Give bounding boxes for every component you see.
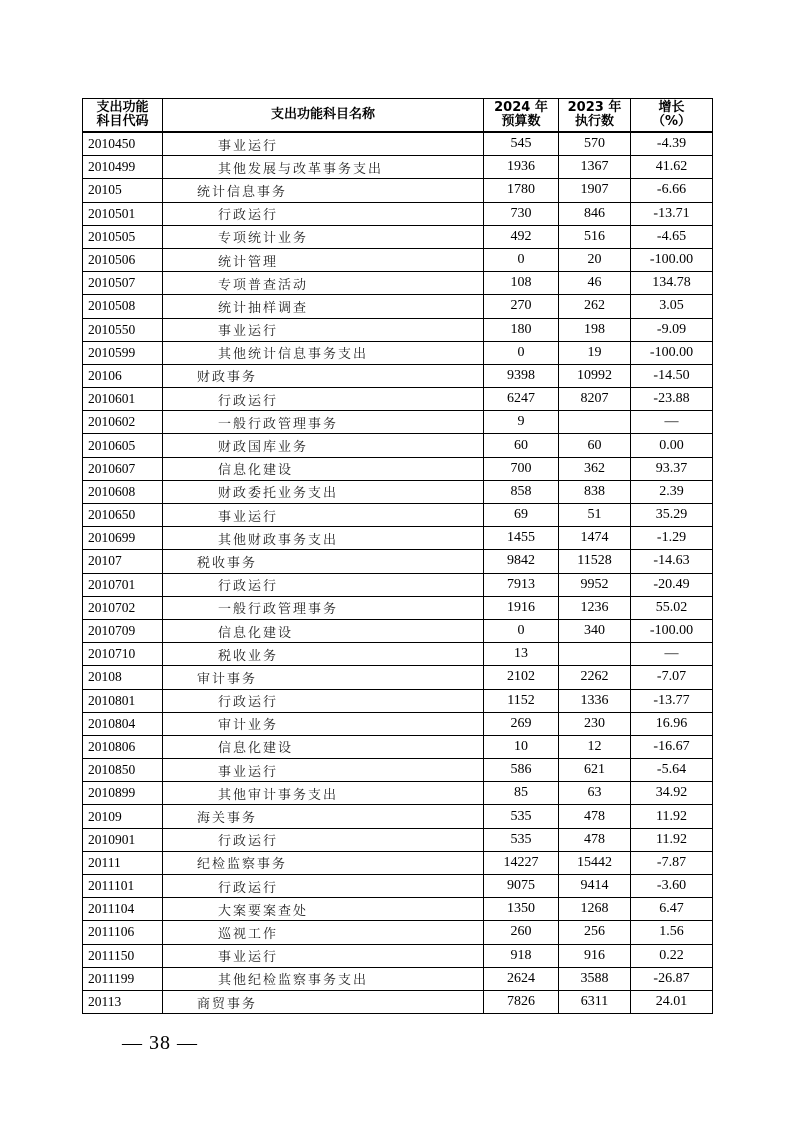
row-actual: 51 bbox=[559, 504, 631, 527]
table-row bbox=[83, 967, 713, 990]
row-actual: 198 bbox=[559, 318, 631, 341]
row-name: 行政运行 bbox=[163, 828, 484, 851]
header-code bbox=[83, 99, 163, 133]
row-actual: 9414 bbox=[559, 875, 631, 898]
row-code: 2010608 bbox=[83, 480, 163, 503]
row-budget: 13 bbox=[484, 643, 559, 666]
row-budget: 545 bbox=[484, 132, 559, 156]
header-code-line1: 支出功能 bbox=[96, 100, 149, 115]
row-growth: 11.92 bbox=[631, 828, 713, 851]
row-growth: -14.63 bbox=[631, 550, 713, 573]
row-growth: 93.37 bbox=[631, 457, 713, 480]
row-code: 2010901 bbox=[83, 828, 163, 851]
row-growth: 1.56 bbox=[631, 921, 713, 944]
row-code: 20107 bbox=[83, 550, 163, 573]
table-row bbox=[83, 248, 713, 271]
row-actual bbox=[559, 643, 631, 666]
row-budget: 0 bbox=[484, 248, 559, 271]
row-budget: 918 bbox=[484, 944, 559, 967]
row-name: 海关事务 bbox=[163, 805, 484, 828]
row-name: 行政运行 bbox=[163, 388, 484, 411]
row-budget: 7913 bbox=[484, 573, 559, 596]
table-row bbox=[83, 805, 713, 828]
row-name: 大案要案查处 bbox=[163, 898, 484, 921]
row-growth: -13.71 bbox=[631, 202, 713, 225]
row-code: 2010701 bbox=[83, 573, 163, 596]
row-growth: 0.00 bbox=[631, 434, 713, 457]
table-row bbox=[83, 898, 713, 921]
row-budget: 7826 bbox=[484, 990, 559, 1013]
row-name: 税收事务 bbox=[163, 550, 484, 573]
table-row bbox=[83, 990, 713, 1013]
header-name: 支出功能科目名称 bbox=[163, 99, 484, 133]
row-code: 2010607 bbox=[83, 457, 163, 480]
row-budget: 85 bbox=[484, 782, 559, 805]
row-budget: 260 bbox=[484, 921, 559, 944]
row-actual: 6311 bbox=[559, 990, 631, 1013]
table-row bbox=[83, 573, 713, 596]
row-actual: 10992 bbox=[559, 364, 631, 387]
table-row bbox=[83, 504, 713, 527]
row-budget: 9075 bbox=[484, 875, 559, 898]
row-actual: 12 bbox=[559, 735, 631, 758]
table-row bbox=[83, 782, 713, 805]
row-budget: 1455 bbox=[484, 527, 559, 550]
row-name: 其他纪检监察事务支出 bbox=[163, 967, 484, 990]
table-row bbox=[83, 364, 713, 387]
row-budget: 1350 bbox=[484, 898, 559, 921]
row-growth: -7.87 bbox=[631, 851, 713, 874]
page-number: — 38 — bbox=[122, 1032, 198, 1054]
row-code: 2010699 bbox=[83, 527, 163, 550]
row-name: 审计业务 bbox=[163, 712, 484, 735]
table-row bbox=[83, 179, 713, 202]
row-actual: 230 bbox=[559, 712, 631, 735]
header-budget bbox=[484, 99, 559, 133]
row-actual: 60 bbox=[559, 434, 631, 457]
row-name: 事业运行 bbox=[163, 759, 484, 782]
row-name: 专项普查活动 bbox=[163, 272, 484, 295]
row-budget: 1780 bbox=[484, 179, 559, 202]
row-growth: 3.05 bbox=[631, 295, 713, 318]
row-actual: 838 bbox=[559, 480, 631, 503]
row-budget: 60 bbox=[484, 434, 559, 457]
row-growth: 24.01 bbox=[631, 990, 713, 1013]
table-body bbox=[83, 132, 713, 1014]
row-growth: -5.64 bbox=[631, 759, 713, 782]
table-row bbox=[83, 225, 713, 248]
table-row bbox=[83, 712, 713, 735]
row-budget: 69 bbox=[484, 504, 559, 527]
table-row bbox=[83, 689, 713, 712]
row-code: 2010599 bbox=[83, 341, 163, 364]
table-row bbox=[83, 619, 713, 642]
row-actual: 8207 bbox=[559, 388, 631, 411]
row-budget: 0 bbox=[484, 341, 559, 364]
row-actual: 262 bbox=[559, 295, 631, 318]
row-code: 2010499 bbox=[83, 156, 163, 179]
table-row bbox=[83, 434, 713, 457]
row-budget: 2102 bbox=[484, 666, 559, 689]
row-growth: -14.50 bbox=[631, 364, 713, 387]
table-row bbox=[83, 828, 713, 851]
row-name: 财政委托业务支出 bbox=[163, 480, 484, 503]
row-budget: 586 bbox=[484, 759, 559, 782]
row-actual: 15442 bbox=[559, 851, 631, 874]
row-growth: -6.66 bbox=[631, 179, 713, 202]
row-growth: 34.92 bbox=[631, 782, 713, 805]
row-name: 税收业务 bbox=[163, 643, 484, 666]
expenditure-table bbox=[82, 98, 713, 1014]
row-code: 20113 bbox=[83, 990, 163, 1013]
row-name: 统计管理 bbox=[163, 248, 484, 271]
header-actual-line1: 2023 年 bbox=[567, 100, 622, 115]
row-actual: 362 bbox=[559, 457, 631, 480]
row-budget: 0 bbox=[484, 619, 559, 642]
row-actual: 256 bbox=[559, 921, 631, 944]
row-growth: — bbox=[631, 411, 713, 434]
row-actual: 46 bbox=[559, 272, 631, 295]
row-code: 2011101 bbox=[83, 875, 163, 898]
row-actual: 63 bbox=[559, 782, 631, 805]
row-actual: 1236 bbox=[559, 596, 631, 619]
row-name: 统计信息事务 bbox=[163, 179, 484, 202]
row-growth: 41.62 bbox=[631, 156, 713, 179]
row-growth: 16.96 bbox=[631, 712, 713, 735]
header-growth-line1: 增长 bbox=[658, 100, 685, 115]
row-growth: -16.67 bbox=[631, 735, 713, 758]
row-budget: 858 bbox=[484, 480, 559, 503]
row-growth: -1.29 bbox=[631, 527, 713, 550]
row-budget: 535 bbox=[484, 828, 559, 851]
table-row bbox=[83, 295, 713, 318]
row-code: 2010650 bbox=[83, 504, 163, 527]
row-growth: 134.78 bbox=[631, 272, 713, 295]
row-code: 2010507 bbox=[83, 272, 163, 295]
table-row bbox=[83, 527, 713, 550]
row-actual: 916 bbox=[559, 944, 631, 967]
row-code: 2010801 bbox=[83, 689, 163, 712]
row-name: 一般行政管理事务 bbox=[163, 596, 484, 619]
header-growth bbox=[631, 99, 713, 133]
row-actual: 1336 bbox=[559, 689, 631, 712]
row-budget: 10 bbox=[484, 735, 559, 758]
row-code: 2010702 bbox=[83, 596, 163, 619]
table-row bbox=[83, 550, 713, 573]
row-name: 其他财政事务支出 bbox=[163, 527, 484, 550]
row-budget: 700 bbox=[484, 457, 559, 480]
row-code: 20108 bbox=[83, 666, 163, 689]
row-name: 信息化建设 bbox=[163, 457, 484, 480]
table-row bbox=[83, 341, 713, 364]
row-actual: 9952 bbox=[559, 573, 631, 596]
row-code: 2010605 bbox=[83, 434, 163, 457]
row-budget: 1916 bbox=[484, 596, 559, 619]
table-row bbox=[83, 666, 713, 689]
row-budget: 492 bbox=[484, 225, 559, 248]
row-actual: 2262 bbox=[559, 666, 631, 689]
row-budget: 108 bbox=[484, 272, 559, 295]
row-budget: 730 bbox=[484, 202, 559, 225]
row-name: 信息化建设 bbox=[163, 619, 484, 642]
row-budget: 9842 bbox=[484, 550, 559, 573]
row-growth: -26.87 bbox=[631, 967, 713, 990]
row-code: 2010602 bbox=[83, 411, 163, 434]
header-actual-line2: 执行数 bbox=[574, 114, 614, 129]
row-growth: -3.60 bbox=[631, 875, 713, 898]
row-code: 2010806 bbox=[83, 735, 163, 758]
table-row bbox=[83, 318, 713, 341]
row-name: 事业运行 bbox=[163, 318, 484, 341]
row-name: 行政运行 bbox=[163, 689, 484, 712]
row-growth: 2.39 bbox=[631, 480, 713, 503]
row-name: 商贸事务 bbox=[163, 990, 484, 1013]
row-name: 其他统计信息事务支出 bbox=[163, 341, 484, 364]
row-growth: -20.49 bbox=[631, 573, 713, 596]
row-budget: 535 bbox=[484, 805, 559, 828]
row-code: 2011199 bbox=[83, 967, 163, 990]
row-growth: -9.09 bbox=[631, 318, 713, 341]
row-name: 其他审计事务支出 bbox=[163, 782, 484, 805]
table-row bbox=[83, 851, 713, 874]
table-row bbox=[83, 132, 713, 156]
row-budget: 1152 bbox=[484, 689, 559, 712]
row-code: 20109 bbox=[83, 805, 163, 828]
row-growth: -4.39 bbox=[631, 132, 713, 156]
row-actual: 340 bbox=[559, 619, 631, 642]
table-row bbox=[83, 921, 713, 944]
row-growth: -4.65 bbox=[631, 225, 713, 248]
row-code: 2010450 bbox=[83, 132, 163, 156]
table-header-row bbox=[83, 99, 713, 133]
row-actual: 478 bbox=[559, 828, 631, 851]
row-growth: -100.00 bbox=[631, 341, 713, 364]
row-growth: -13.77 bbox=[631, 689, 713, 712]
row-name: 纪检监察事务 bbox=[163, 851, 484, 874]
row-budget: 180 bbox=[484, 318, 559, 341]
row-name: 财政事务 bbox=[163, 364, 484, 387]
row-actual: 3588 bbox=[559, 967, 631, 990]
row-budget: 2624 bbox=[484, 967, 559, 990]
row-code: 2010501 bbox=[83, 202, 163, 225]
row-growth: 11.92 bbox=[631, 805, 713, 828]
header-growth-line2: （%） bbox=[651, 114, 692, 129]
row-growth: 0.22 bbox=[631, 944, 713, 967]
row-name: 行政运行 bbox=[163, 875, 484, 898]
table-row bbox=[83, 156, 713, 179]
table-row bbox=[83, 643, 713, 666]
row-actual: 478 bbox=[559, 805, 631, 828]
row-name: 信息化建设 bbox=[163, 735, 484, 758]
table-row bbox=[83, 272, 713, 295]
row-actual bbox=[559, 411, 631, 434]
row-actual: 11528 bbox=[559, 550, 631, 573]
row-name: 事业运行 bbox=[163, 504, 484, 527]
table-row bbox=[83, 457, 713, 480]
table-row bbox=[83, 388, 713, 411]
row-code: 2011106 bbox=[83, 921, 163, 944]
row-code: 20111 bbox=[83, 851, 163, 874]
row-growth: -23.88 bbox=[631, 388, 713, 411]
row-budget: 9 bbox=[484, 411, 559, 434]
table-row bbox=[83, 735, 713, 758]
row-growth: 6.47 bbox=[631, 898, 713, 921]
table-row bbox=[83, 202, 713, 225]
row-code: 2010550 bbox=[83, 318, 163, 341]
row-actual: 516 bbox=[559, 225, 631, 248]
row-growth: 35.29 bbox=[631, 504, 713, 527]
row-name: 财政国库业务 bbox=[163, 434, 484, 457]
row-code: 20106 bbox=[83, 364, 163, 387]
row-budget: 269 bbox=[484, 712, 559, 735]
row-name: 巡视工作 bbox=[163, 921, 484, 944]
row-code: 2010506 bbox=[83, 248, 163, 271]
table-row bbox=[83, 944, 713, 967]
table-row bbox=[83, 411, 713, 434]
row-actual: 570 bbox=[559, 132, 631, 156]
row-code: 2010508 bbox=[83, 295, 163, 318]
row-code: 2010505 bbox=[83, 225, 163, 248]
row-name: 专项统计业务 bbox=[163, 225, 484, 248]
table-row bbox=[83, 875, 713, 898]
row-code: 2010804 bbox=[83, 712, 163, 735]
table-row bbox=[83, 596, 713, 619]
row-growth: -7.07 bbox=[631, 666, 713, 689]
row-code: 2011150 bbox=[83, 944, 163, 967]
row-growth: -100.00 bbox=[631, 619, 713, 642]
row-code: 2010850 bbox=[83, 759, 163, 782]
row-actual: 1474 bbox=[559, 527, 631, 550]
row-budget: 14227 bbox=[484, 851, 559, 874]
row-name: 其他发展与改革事务支出 bbox=[163, 156, 484, 179]
header-budget-line1: 2024 年 bbox=[494, 100, 548, 115]
row-growth: -100.00 bbox=[631, 248, 713, 271]
row-actual: 19 bbox=[559, 341, 631, 364]
row-code: 2010601 bbox=[83, 388, 163, 411]
row-name: 事业运行 bbox=[163, 132, 484, 156]
row-budget: 9398 bbox=[484, 364, 559, 387]
row-code: 2011104 bbox=[83, 898, 163, 921]
header-code-line2: 科目代码 bbox=[96, 114, 149, 129]
row-budget: 6247 bbox=[484, 388, 559, 411]
row-actual: 621 bbox=[559, 759, 631, 782]
row-actual: 1268 bbox=[559, 898, 631, 921]
row-actual: 846 bbox=[559, 202, 631, 225]
row-actual: 20 bbox=[559, 248, 631, 271]
row-code: 2010709 bbox=[83, 619, 163, 642]
row-growth: — bbox=[631, 643, 713, 666]
row-name: 行政运行 bbox=[163, 202, 484, 225]
header-budget-line2: 预算数 bbox=[501, 114, 541, 129]
row-actual: 1367 bbox=[559, 156, 631, 179]
row-growth: 55.02 bbox=[631, 596, 713, 619]
row-code: 20105 bbox=[83, 179, 163, 202]
row-name: 行政运行 bbox=[163, 573, 484, 596]
header-actual bbox=[559, 99, 631, 133]
row-name: 审计事务 bbox=[163, 666, 484, 689]
row-actual: 1907 bbox=[559, 179, 631, 202]
row-code: 2010899 bbox=[83, 782, 163, 805]
table-row bbox=[83, 759, 713, 782]
row-code: 2010710 bbox=[83, 643, 163, 666]
row-name: 统计抽样调查 bbox=[163, 295, 484, 318]
row-budget: 1936 bbox=[484, 156, 559, 179]
row-name: 一般行政管理事务 bbox=[163, 411, 484, 434]
row-name: 事业运行 bbox=[163, 944, 484, 967]
row-budget: 270 bbox=[484, 295, 559, 318]
table-row bbox=[83, 480, 713, 503]
